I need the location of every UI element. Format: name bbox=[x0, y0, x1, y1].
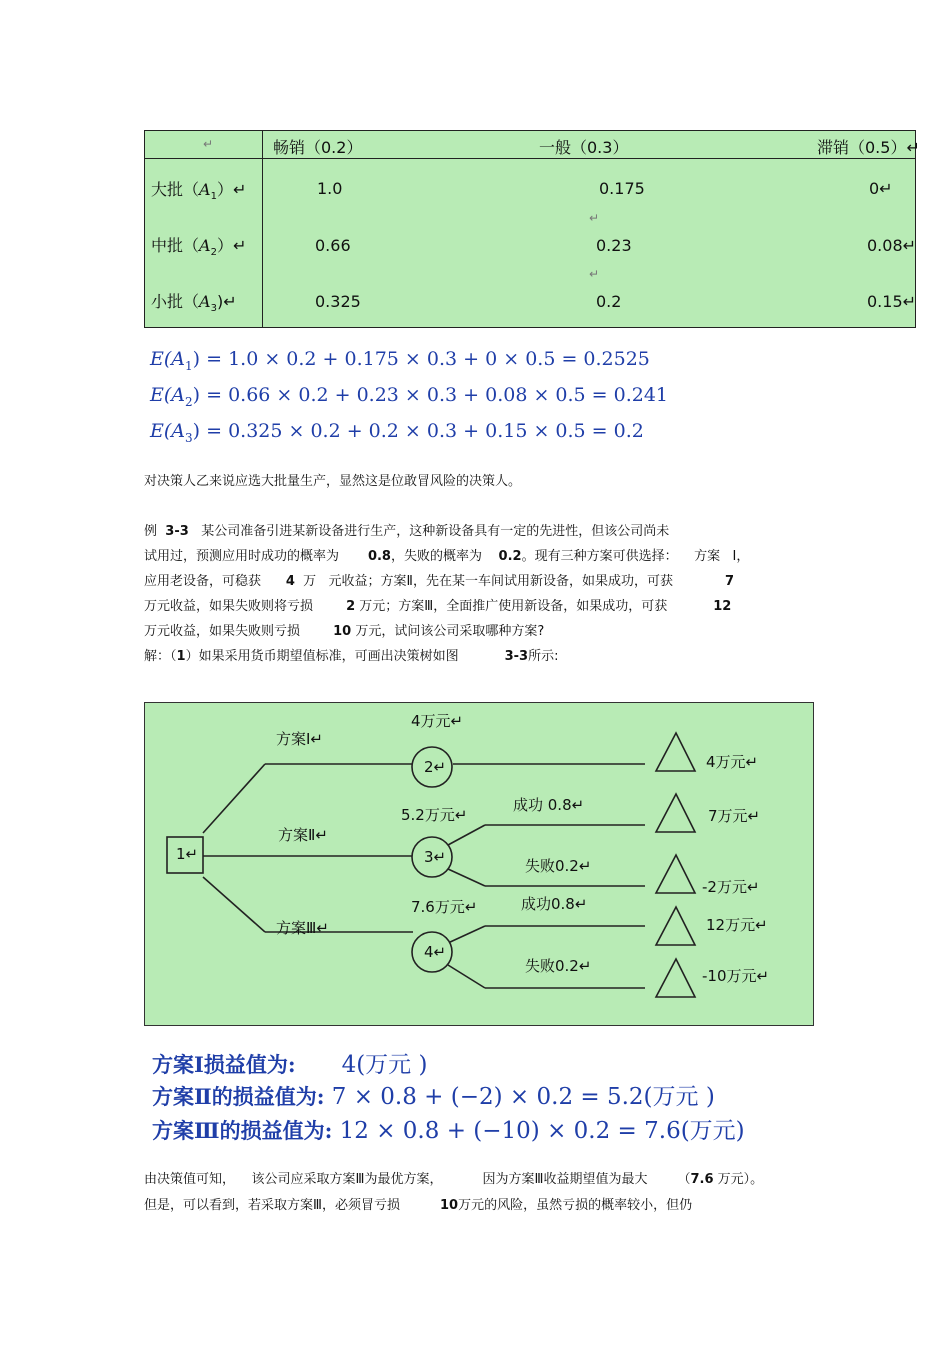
paragraph-line: 例 3-3 某公司准备引进某新设备进行生产，这种新设备具有一定的先进性，但该公司尚未 bbox=[144, 524, 670, 539]
outcome-triangle-2 bbox=[656, 794, 695, 832]
outcome-triangle-1 bbox=[656, 733, 695, 771]
paragraph-line: 万元收益，如果失败则亏损 10 万元，试问该公司采取哪种方案? bbox=[144, 624, 545, 639]
table-header-divider bbox=[145, 158, 915, 159]
summary-plan2: 方案Ⅱ的损益值为: 7 × 0.8 + (−2) × 0.2 = 5.2(万元 ) bbox=[152, 1084, 715, 1110]
branch-node4-success-a bbox=[448, 926, 485, 943]
outcome-triangle-5 bbox=[656, 959, 695, 997]
formula-ea1: $E(A_1) = 1.0 \times 0.2 + 0.175 \times 0.3 + 0 \times 0.5 = 0.2525$ bbox=[150, 348, 650, 373]
paragraph-line: 解：（1）如果采用货币期望值标准，可画出决策树如图 3-3所示: bbox=[144, 649, 559, 664]
ev-node4: 7.6万元↵ bbox=[411, 898, 478, 916]
header-normal: 一般（0.3） bbox=[539, 138, 629, 157]
node3-success-label: 成功 0.8↵ bbox=[513, 796, 585, 814]
node4-fail-label: 失败0.2↵ bbox=[525, 957, 592, 975]
table-cell: 0.175 bbox=[599, 179, 645, 198]
table-cell: 0.325 bbox=[315, 292, 361, 311]
payoff-table bbox=[144, 130, 920, 328]
outcome-label-1: 4万元↵ bbox=[706, 753, 759, 771]
plan2-label: 方案Ⅱ↵ bbox=[278, 826, 328, 844]
node3-fail-label: 失败0.2↵ bbox=[525, 857, 592, 875]
paragraph-mark: ↵ bbox=[589, 267, 600, 281]
outcome-label-4: 12万元↵ bbox=[706, 916, 768, 934]
summary-plan1: 方案Ⅰ损益值为: 4(万元 ) bbox=[152, 1052, 428, 1078]
table-cell: 0.2 bbox=[596, 292, 622, 311]
paragraph-line: 应用老设备，可稳获 4 万 元收益；方案Ⅱ，先在某一车间试用新设备，如果成功，可获 7 bbox=[144, 574, 734, 589]
paragraph-mark: ↵ bbox=[589, 211, 600, 225]
header-slow: 滞销（0.5）↵ bbox=[817, 138, 920, 157]
plan3-label: 方案Ⅲ↵ bbox=[276, 919, 329, 937]
paragraph-line: 试用过，预测应用时成功的概率为 0.8，失败的概率为 0.2。现有三种方案可供选择： 方案 Ⅰ， bbox=[144, 549, 750, 564]
row-label-small-batch: 小批$(A_3)↵$ bbox=[151, 292, 237, 315]
paragraph-line: 万元收益，如果失败则将亏损 2 万元；方案Ⅲ，全面推广使用新设备，如果成功，可获 12 bbox=[144, 599, 732, 614]
branch-plan1 bbox=[203, 764, 265, 833]
table-cell: 0.23 bbox=[596, 236, 632, 255]
decision-tree bbox=[144, 702, 814, 1026]
node4-success-label: 成功0.8↵ bbox=[521, 895, 588, 913]
decision-note: 对决策人乙来说应选大批量生产，显然这是位敢冒风险的决策人。 bbox=[144, 474, 522, 489]
table-cell: 0.15↵ bbox=[867, 292, 917, 311]
table-cell: 1.0 bbox=[317, 179, 343, 198]
formula-ea3: $E(A_3) = 0.325 \times 0.2 + 0.2 \times 0.3 + 0.15 \times 0.5 = 0.2$ bbox=[150, 420, 644, 445]
conclusion-line: 由决策值可知， 该公司应采取方案Ⅲ为最优方案， 因为方案Ⅲ收益期望值为最大 （7.6 万元）。 bbox=[144, 1172, 764, 1187]
plan1-label: 方案Ⅰ↵ bbox=[276, 730, 323, 748]
outcome-triangle-4 bbox=[656, 907, 695, 945]
formula-ea2: $E(A_2) = 0.66 \times 0.2 + 0.23 \times 0.3 + 0.08 \times 0.5 = 0.241$ bbox=[150, 384, 669, 409]
outcome-label-2: 7万元↵ bbox=[708, 807, 761, 825]
outcome-label-3: -2万元↵ bbox=[702, 878, 760, 896]
conclusion-line: 但是，可以看到，若采取方案Ⅲ，必须冒亏损 10万元的风险，虽然亏损的概率较小，但仍 bbox=[144, 1198, 693, 1213]
node2-label: 2↵ bbox=[424, 758, 447, 776]
ev-node2: 4万元↵ bbox=[411, 712, 464, 730]
table-cell: 0.08↵ bbox=[867, 236, 917, 255]
row-label-large-batch: 大批$(A_1)↵$ bbox=[151, 180, 247, 203]
outcome-triangle-3 bbox=[656, 855, 695, 893]
table-cell: 0↵ bbox=[869, 179, 893, 198]
row-label-medium-batch: 中批$(A_2)↵$ bbox=[151, 236, 247, 259]
node4-label: 4↵ bbox=[424, 943, 447, 961]
table-corner-mark: ↵ bbox=[203, 137, 214, 151]
table-vertical-divider bbox=[262, 131, 263, 327]
root-node-label: 1↵ bbox=[176, 845, 199, 863]
outcome-label-5: -10万元↵ bbox=[702, 967, 770, 985]
branch-node3-fail-a bbox=[448, 869, 485, 886]
branch-node3-success-a bbox=[448, 825, 485, 845]
branch-node4-fail-a bbox=[448, 965, 485, 988]
branch-plan3-a bbox=[203, 877, 265, 932]
ev-node3: 5.2万元↵ bbox=[401, 806, 468, 824]
node3-label: 3↵ bbox=[424, 848, 447, 866]
summary-plan3: 方案Ⅲ的损益值为: 12 × 0.8 + (−10) × 0.2 = 7.6(万元) bbox=[152, 1118, 745, 1144]
table-cell: 0.66 bbox=[315, 236, 351, 255]
header-bestselling: 畅销（0.2） bbox=[273, 138, 363, 157]
